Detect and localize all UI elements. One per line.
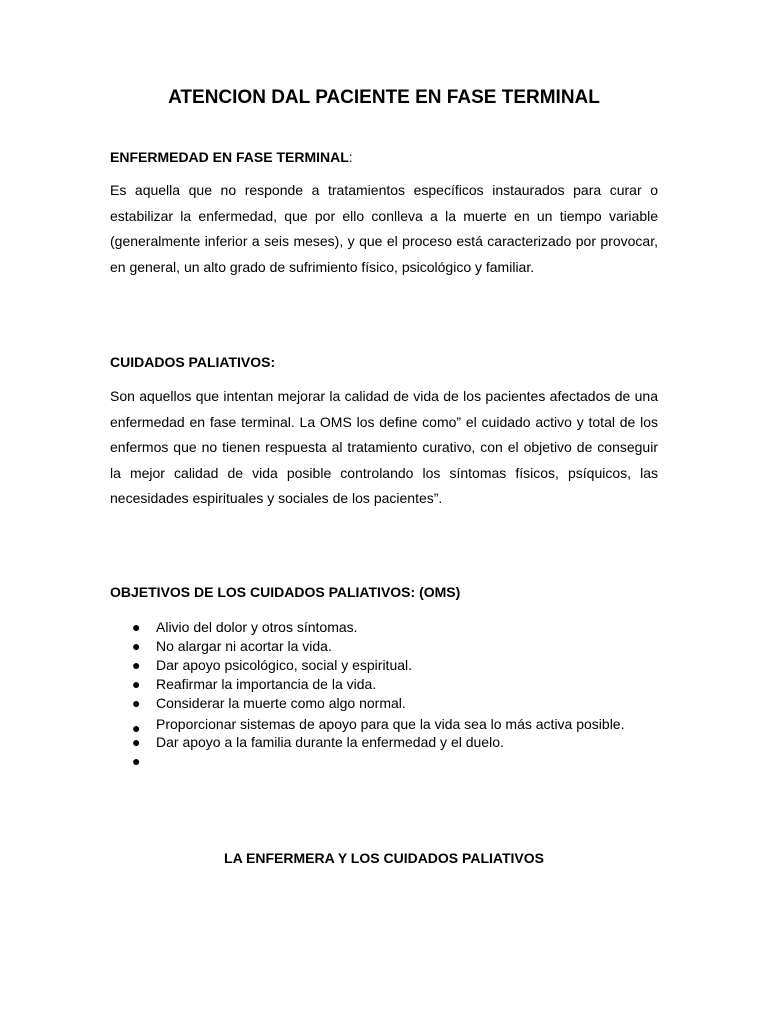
- list-item: [110, 637, 658, 656]
- paragraph-enfermedad: Es aquella que no responde a tratamientos específicos instaurados para curar o estabilizar la enfermedad, que por ello conlleva a la muerte en un tiempo variable (generalmente inferior a seis meses), y que el proceso está caracterizado por provocar, en general, un alto grado de sufrimiento físico, psicológico y familiar.: [110, 182, 658, 275]
- bullet-icon: ●: [132, 720, 141, 736]
- document-title: ATENCION DAL PACIENTE EN FASE TERMINAL: [168, 87, 600, 108]
- paragraph-cuidados: Son aquellos que intentan mejorar la calidad de vida de los pacientes afectados de una enfermedad en fase terminal. La OMS los define como” el cuidado activo y total de los enfermos que no tienen respuesta al tratamiento curativo, con el objetivo de conseguir la mejor calidad de vida posible controlando los síntomas físicos, psíquicos, las necesidades espirituales y sociales de los pacientes”.: [110, 388, 658, 506]
- bullet-icon: ●: [132, 753, 141, 769]
- bullet-icon: ●: [132, 734, 141, 750]
- section-heading-text: ENFERMEDAD EN FASE TERMINAL: [110, 149, 349, 165]
- list-item-text: Alivio del dolor y otros síntomas.: [156, 619, 358, 635]
- list-item: [110, 656, 658, 675]
- bullet-icon: ●: [132, 657, 141, 673]
- section-heading-enfermedad: [110, 148, 353, 166]
- list-item-text: No alargar ni acortar la vida.: [156, 638, 332, 654]
- heading-colon: :: [348, 149, 353, 165]
- list-item: [110, 675, 658, 694]
- bullet-icon: ●: [132, 619, 141, 635]
- list-item: [110, 733, 658, 752]
- section-heading-enfermera: LA ENFERMERA Y LOS CUIDADOS PALIATIVOS: [224, 850, 544, 866]
- list-item-text: Considerar la muerte como algo normal.: [156, 695, 406, 711]
- section-heading-cuidados: CUIDADOS PALIATIVOS:: [110, 354, 276, 370]
- list-item: [110, 752, 658, 771]
- list-item-text: Proporcionar sistemas de apoyo para que la vida sea lo más activa posible.: [156, 716, 625, 732]
- bullet-icon: ●: [132, 638, 141, 654]
- list-item-text: Dar apoyo a la familia durante la enfermedad y el duelo.: [156, 734, 504, 750]
- bullet-icon: ●: [132, 676, 141, 692]
- bullet-icon: ●: [132, 695, 141, 711]
- list-item-text: Dar apoyo psicológico, social y espiritual.: [156, 657, 413, 673]
- objectives-list: [110, 618, 658, 771]
- list-item: [110, 618, 658, 637]
- section-heading-objetivos: OBJETIVOS DE LOS CUIDADOS PALIATIVOS: (OMS): [110, 584, 461, 600]
- list-item-text: Reafirmar la importancia de la vida.: [156, 676, 377, 692]
